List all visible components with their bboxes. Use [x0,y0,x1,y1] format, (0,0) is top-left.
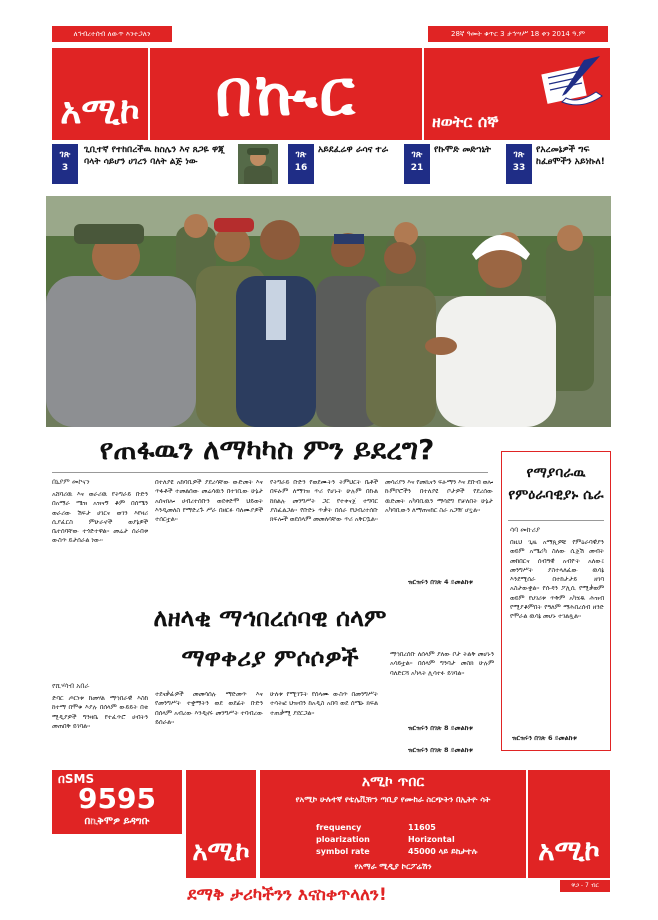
tv-ad [260,770,526,878]
masthead-subtitle: ዘወትር ሰኞ [432,112,499,131]
second-continued-a[interactable]: ዝርዝሩን በገጽ 8 ይመልከቱ [408,724,473,732]
divider [508,520,604,521]
masthead-sub-block [424,48,610,140]
masthead-brand-block [52,48,148,140]
slogan-bar: ለኅብረተሰብ ለውጥ እንተጋለን [52,26,172,42]
second-continued-b[interactable]: ዝርዝሩን በገጽ 8 ይመልከቱ [408,746,473,754]
second-column-2: ተደናቃፊዎች መመሳሰሉ ማድመጥ እና የመንግሥት ተቋማትን ወደ ወደፊት ቡድን በሰላም አብረው እንዲኖሩ መንግሥት ተባብረው ይሰራል። [155,691,263,726]
sidebar-body: በዚህ ጊዜ አማጺዎቹ የምዕራባዊያን ወይም አሜሪካ ስለው ሲጀሽ መብት መከበርና ሰብዓዊ አብዮት አለው፤ መንግሥት ያስተላለፈው ዉሳኔ እንደሚሰራ በተከታታይ ዘገባ አስታውቋል። የሱዳን ፖሊሲ የሚቃወም ወይም የሀገሪቱ ጥቅም አካሄዱ ሕዝብ የሚያቆምበት የዓለም ማሕበረሰብ ዘንድ የሞራል ዉሳኔ መሆኑ ተገልጿል። [510,539,604,621]
brand-left: አሚኮ [192,837,250,867]
price-tag: ዋጋ - 7 ብር [560,880,610,892]
second-column-3: ሁለቱ የሚገኙት የሰላሙ ውስጥ በመንግሥት ተሳትፎ ህዝብን ከአዲስ አበባ ወደ ሰሜኑ ክፍል ተጠቃሚ ያደርጋል። [270,691,378,717]
second-byline: የሺሃሳብ አበራ [52,682,90,690]
teaser-text[interactable]: የኩሞድ መድኀኒት [434,145,491,155]
lead-photo [46,196,611,427]
issue-date: 28ኛ ዓመት ቁጥር 3 ታኅሣሥ 18 ቀን 2014 ዓ.ም [428,26,608,42]
main-headline: የጠፋዉን ለማካካስ ምን ይደረግ? [99,433,435,466]
teaser-page-badge[interactable]: ገጽ 21 [404,144,430,184]
sms-tagline: በኪቅሞዎ ይዳግቡ [84,816,150,827]
tv-ad-footer: የአማራ ሚዲያ ኮርፖሬሽን [354,862,432,871]
sidebar-continued[interactable]: ዝርዝሩን በገጽ 6 ይመልከቱ [512,734,577,742]
main-column-3: የትግራይ ቡድን የወደሙትን ትምህርት ቤቶች በፍፁም ለማገዝ ጥሪ የሆኑት ሁሉም በኩል ከክልሉ መንግሥት ጋር የተቀናጀ ተግባር ያስፈልጋል። የቡድኑ ጥቃት በሰራ የህብረተሰቡ ክፍሎች ወደሰላም መመለሳቸው ጥሪ አቅርቧል። [270,479,378,524]
closing-slogan: ደማቅ ታሪካችንን እናስቀጥላለን! [187,885,387,905]
teaser-text[interactable]: አይደፈሬዋ ራሳና ተራ [318,145,389,155]
tv-ad-values [408,822,477,858]
crowd-photo-illustration [46,196,611,427]
second-headline-line1: ለዘላቂ ማኅበረሰባዊ ሰላም [153,604,387,632]
symbol-rate-value: 45000 ላይ ይከታተሉ [408,847,478,856]
masthead-brand: አሚኮ [60,91,140,132]
pen-paper-icon [536,52,606,112]
main-column-2: በተለያዩ አከባቢዎች ያደረሳቸው ውድመት እና ጥፋቶች ተመልሰው መሬሳዉን በተገቢው ሁኔታ አሰናክሎ ሀብረተሰቡን ወደቀድሞ ህይወት እንዲመለስ የማድረጉ ሥራ በዘርፉ ባለሙያዎች ተሰርቷል። [155,479,263,524]
polarization-label: ploarization [316,835,370,844]
frequency-value: 11605 [408,823,436,832]
divider [52,472,488,473]
second-column-1: ድባር ጦርነቱ ከመሃል ማኅበራዊ እስከ ከተማ በሞቁ እያሉ በሰላም ውይይት በቂ ሚዲያዎች ግንዛቤ የተፈጥሮ ሀብትን መጠበቅ ይገባል። [52,695,148,730]
sms-label: በSMS [58,772,95,786]
main-column-4: መሳሪያን እና የመኪናን ፍፁማን እና ደቡብ ወሎ ኩምቦሮችን በተለያዩ ቦታዎች የደረሰው ዉድመት አካባቢዉን ማሳደግ የቻለበት ሁኔታ አካባቢውን ለማጠናከር ስራ አጋዥ ሆኗል። [385,479,493,514]
main-continued[interactable]: ዝርዝሩን በገጽ 4 ይመልከቱ [408,578,473,586]
second-headline-line2: ማዋቀሪያ ምሶሶዎች [181,644,359,672]
second-column-4: ማኅበረሰቡ ለሰላም ያለው ቦታ ትልቅ መሆኑን አሳይቷል። በሰላም ግንባታ መስክ ሁሉም ባለድርሻ አካላት ሊሳተፉ ይገባል። [390,651,494,677]
newspaper-title: በኲር [150,48,422,140]
teaser-page-badge[interactable]: ገጽ 33 [506,144,532,184]
teaser-text[interactable]: የአረመኔዎች ግፍ ከፈፀሞችን አይነኩለ! [536,145,605,167]
tv-ad-labels [316,822,370,858]
teaser-page-badge[interactable]: ገጽ 3 [52,144,78,184]
brand-block-right [528,770,610,878]
teaser-photo [238,144,278,184]
tv-ad-subtitle: የአሚኮ ሁሉተኛ የቴሌቪዥን ጣቢያ የሙከራ ስርጭትን በኢትዮ ሳት [295,795,491,804]
tv-ad-title: አሚኮ ጥበር [361,774,425,790]
sidebar-box [501,451,611,751]
teaser-text[interactable]: ጊቢተኛ የተከበረችዉ ከስሌን እና ጸጋዬ ዋጂ ባላት ሳይሆን ሀገረን ባለት ልጅ ነው [84,145,225,167]
sidebar-title: የማያባራዉ የምዕራባዊያኑ ሴራ [508,465,604,503]
brand-right: አሚኮ [538,834,600,867]
polarization-value: Horizontal [408,835,455,844]
sidebar-byline: ሳባ መኩሪያ [510,526,541,534]
main-byline: በኒያም መኮናን [52,478,90,486]
symbol-rate-label: symbol rate [316,847,370,856]
main-column-1: አሸባሪዉ እና ወራሪዉ የትግራይ ቡድን በአማራ ሜዝ አዝናኝ ቆም በሰሜን ወራሪው ሽፍታ ሀገርና ወገን እየዛሪ ሲያፈርስ ምሁራኖች ወያኔዎች ቤተሰባቸው ተጎድተዋል። መሬታ ሰራበቱ ውስጥ ይታሰራል ነው። [52,491,148,545]
sms-ad [52,770,182,834]
sms-number: 9595 [78,782,156,815]
brand-block-left [186,770,256,878]
teaser-row [52,142,610,188]
teaser-page-badge[interactable]: ገጽ 16 [288,144,314,184]
frequency-label: frequency [316,823,362,832]
